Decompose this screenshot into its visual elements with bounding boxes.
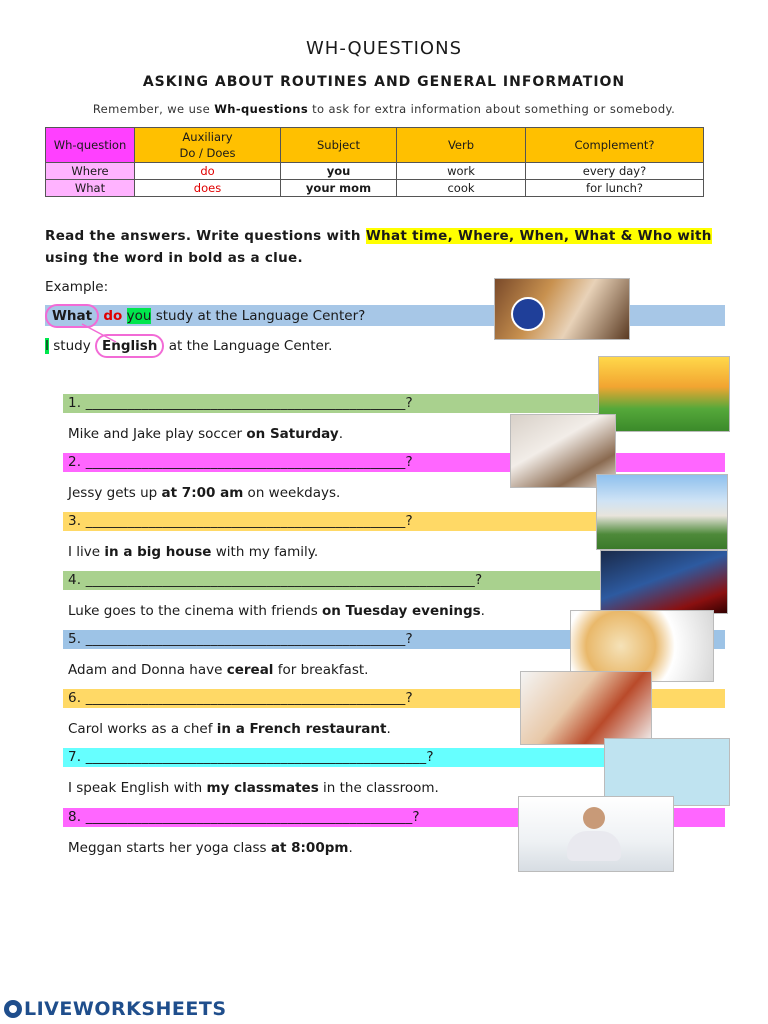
table-cell: every day? xyxy=(526,163,704,180)
answer-sentence-2 xyxy=(68,484,340,503)
table-row xyxy=(46,163,704,180)
soccer-photo xyxy=(598,356,730,432)
uk-flag-bubble-icon xyxy=(511,297,545,331)
table-cell: you xyxy=(281,163,397,180)
answer-clue-bold: in a French restaurant xyxy=(216,721,387,737)
liveworksheets-logo xyxy=(4,998,227,1020)
answer-clue-bold: in a big house xyxy=(104,544,212,560)
yoga-person-body-icon xyxy=(567,831,621,861)
table-header: Auxiliary Do / Does xyxy=(135,128,281,163)
answer-text: I speak English with xyxy=(68,780,207,796)
remember-text-before: Remember, we use xyxy=(92,102,215,116)
yoga-photo xyxy=(518,796,674,872)
grammar-table xyxy=(45,127,704,197)
question-input-6[interactable] xyxy=(68,689,413,708)
page-title: WH-QUESTIONS xyxy=(306,38,462,59)
question-blank[interactable]: ______________________________________________? xyxy=(85,395,413,411)
example-word-do: do xyxy=(103,308,123,324)
table-header: Verb xyxy=(397,128,526,163)
question-number: 1. xyxy=(68,395,82,411)
cinema-photo xyxy=(600,550,728,614)
question-number: 4. xyxy=(68,572,82,588)
question-number: 3. xyxy=(68,513,82,529)
answer-clue-bold: on Tuesday evenings xyxy=(322,603,481,619)
example-word-i: I xyxy=(45,338,49,354)
answer-text-end: with my family. xyxy=(211,544,319,560)
question-number: 5. xyxy=(68,631,82,647)
table-row xyxy=(46,180,704,197)
remember-note xyxy=(0,102,768,116)
table-cell: does xyxy=(135,180,281,197)
question-input-7[interactable] xyxy=(68,748,434,767)
remember-text-bold: Wh-questions xyxy=(214,102,309,116)
question-number: 8. xyxy=(68,809,82,825)
answer-sentence-7 xyxy=(68,779,439,798)
instructions-text: Read the answers. Write questions with xyxy=(45,228,366,244)
table-cell: for lunch? xyxy=(526,180,704,197)
answer-text-end: on weekdays. xyxy=(243,485,341,501)
question-blank[interactable]: ______________________________________________? xyxy=(85,690,413,706)
table-header-row xyxy=(46,128,704,163)
answer-clue-bold: at 7:00 am xyxy=(161,485,244,501)
answer-text: I live xyxy=(68,544,105,560)
answer-sentence-3 xyxy=(68,543,318,562)
answer-text: Jessy gets up xyxy=(68,485,162,501)
question-input-1[interactable] xyxy=(68,394,413,413)
answer-text-end: for breakfast. xyxy=(273,662,369,678)
example-question-rest: study at the Language Center? xyxy=(151,308,366,324)
question-input-8[interactable] xyxy=(68,808,420,827)
library-photo xyxy=(494,278,630,340)
question-number: 2. xyxy=(68,454,82,470)
question-number: 7. xyxy=(68,749,82,765)
answer-text: Mike and Jake play soccer xyxy=(68,426,247,442)
connector-line xyxy=(78,318,118,346)
instructions-highlight: What time, Where, When, What & Who with xyxy=(365,228,712,244)
table-cell: your mom xyxy=(281,180,397,197)
question-input-4[interactable] xyxy=(68,571,482,590)
table-cell: cook xyxy=(397,180,526,197)
logo-icon xyxy=(4,1000,22,1018)
table-cell: What xyxy=(46,180,135,197)
instructions xyxy=(45,225,725,269)
table-cell: work xyxy=(397,163,526,180)
example-answer-study: study xyxy=(48,338,96,354)
answer-sentence-5 xyxy=(68,661,368,680)
answer-clue-bold: at 8:00pm xyxy=(270,840,349,856)
answer-sentence-6 xyxy=(68,720,391,739)
question-blank[interactable]: _______________________________________________? xyxy=(85,809,420,825)
answer-sentence-8 xyxy=(68,839,353,858)
answer-text-end: . xyxy=(338,426,343,442)
answer-clue-bold: cereal xyxy=(226,662,274,678)
answer-sentence-1 xyxy=(68,425,343,444)
example-word-what: What xyxy=(45,304,99,328)
question-input-3[interactable] xyxy=(68,512,413,531)
question-blank[interactable]: ______________________________________________? xyxy=(85,631,413,647)
answer-text: Meggan starts her yoga class xyxy=(68,840,271,856)
example-label: Example: xyxy=(45,279,109,295)
table-header: Subject xyxy=(281,128,397,163)
answer-text-end: . xyxy=(348,840,353,856)
table-header: Complement? xyxy=(526,128,704,163)
table-header: Wh-question xyxy=(46,128,135,163)
answer-text-end: . xyxy=(386,721,391,737)
question-input-5[interactable] xyxy=(68,630,413,649)
answer-text: Carol works as a chef xyxy=(68,721,217,737)
table-cell: Where xyxy=(46,163,135,180)
chef-photo xyxy=(520,671,652,745)
question-blank[interactable]: _________________________________________________? xyxy=(85,749,434,765)
question-number: 6. xyxy=(68,690,82,706)
answer-sentence-4 xyxy=(68,602,485,621)
question-blank[interactable]: ________________________________________________________? xyxy=(85,572,483,588)
table-cell: do xyxy=(135,163,281,180)
remember-text-after: to ask for extra information about something or somebody. xyxy=(308,102,676,116)
question-blank[interactable]: ______________________________________________? xyxy=(85,513,413,529)
example-word-english: English xyxy=(95,334,164,358)
question-input-2[interactable] xyxy=(68,453,413,472)
logo-text: LIVEWORKSHEETS xyxy=(24,998,227,1020)
answer-text: Adam and Donna have xyxy=(68,662,227,678)
big-house-photo xyxy=(596,474,728,550)
yoga-person-head-icon xyxy=(583,807,605,829)
example-answer-rest: at the Language Center. xyxy=(164,338,333,354)
answer-text-end: in the classroom. xyxy=(318,780,439,796)
question-blank[interactable]: ______________________________________________? xyxy=(85,454,413,470)
answer-text: Luke goes to the cinema with friends xyxy=(68,603,323,619)
answer-text-end: . xyxy=(480,603,485,619)
answer-clue-bold: on Saturday xyxy=(246,426,339,442)
example-word-you: you xyxy=(126,308,152,324)
answer-clue-bold: my classmates xyxy=(206,780,319,796)
page-subtitle: ASKING ABOUT ROUTINES AND GENERAL INFORMATION xyxy=(142,74,626,90)
instructions-text-end: using the word in bold as a clue. xyxy=(45,250,303,266)
